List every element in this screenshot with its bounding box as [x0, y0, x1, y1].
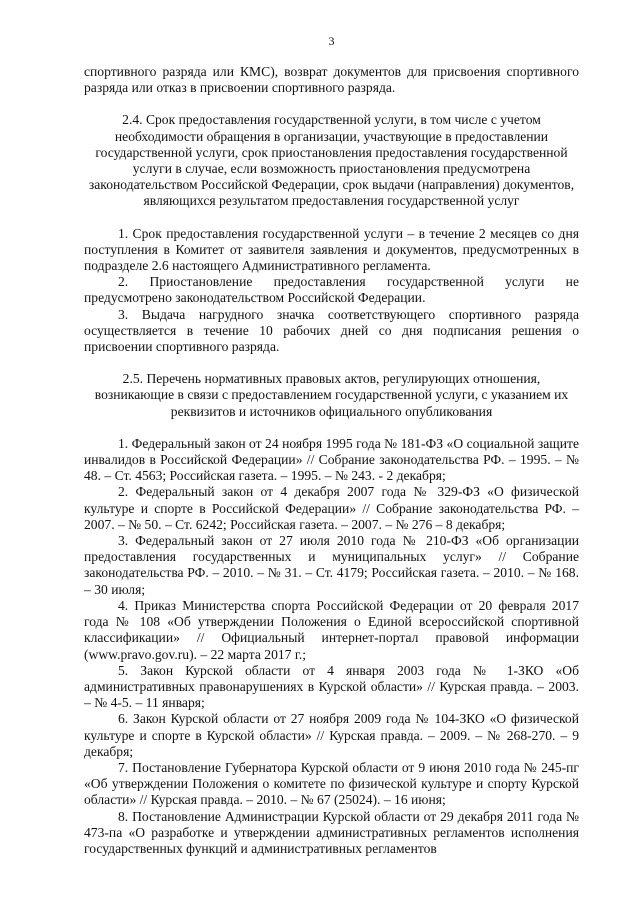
legal-act-item: 4. Приказ Министерства спорта Российской Федерации от 20 февраля 2017 года № 108 «Об утверждении Положения о Единой всероссийской спортивной классификации» // Официальный интернет-портал правовой информации (www.pravo.gov.ru). – 22 марта 2017 г.; — [84, 597, 579, 662]
section-2-4-heading: 2.4. Срок предоставления государственной услуги, в том числе с учетом необходимости обращения в организации, участвующие в предоставлении государственной услуги, срок приостановления предоставления государственной услуги в случае, если возможность приостановления предусмотрена законодательством Российской Федерации, срок выдачи (направления) документов, являющихся результатом предоставления государственной услуг — [88, 112, 575, 209]
legal-act-item: 3. Федеральный закон от 27 июля 2010 года № 210-ФЗ «Об организации предоставления государственных и муниципальных услуг» // Собрание законодательства РФ. – 2010. – № 31. – Ст. 4179; Российская газета. – 2010. – № 168. – 30 июля; — [84, 533, 579, 597]
legal-act-item: 1. Федеральный закон от 24 ноября 1995 года № 181-ФЗ «О социальной защите инвалидов в Российской Федерации» // Собрание законодательства РФ. – 1995. – № 48. – Ст. 4563; Российская газета. – 1995. – № 243. - 2 декабря; — [84, 435, 579, 484]
legal-act-item: 7. Постановление Губернатора Курской области от 9 июня 2010 года № 245-пг «Об утверждении Положения о комитете по физической культуре и спорту Курской области» // Курская правда. – 2010. – № 67 (25024). – 16 июня; — [84, 759, 579, 808]
section-2-4-list — [84, 226, 579, 356]
intro-paragraph: спортивного разряда или КМС), возврат документов для присвоения спортивного разряда или отказ в присвоении спортивного разряда. — [84, 64, 579, 96]
legal-act-item: 5. Закон Курской области от 4 января 2003 года № 1-ЗКО «Об административных правонарушениях в Курской области» // Курская правда. – 2003. – № 4-5. – 11 января; — [84, 662, 579, 711]
section-2-4-item: 3. Выдача нагрудного значка соответствующего спортивного разряда осуществляется в течение 10 рабочих дней со дня подписания решения о присвоении спортивного разряда. — [84, 306, 579, 355]
section-2-5-heading: 2.5. Перечень нормативных правовых актов, регулирующих отношения, возникающие в связи с предоставлением государственной услуги, с указанием их реквизитов и источников официального опубликования — [94, 371, 569, 419]
legal-act-item: 8. Постановление Администрации Курской области от 29 декабря 2011 года № 473-па «О разработке и утверждении административных регламентов исполнения государственных функций и административных регламентов — [84, 808, 579, 856]
legal-act-item: 6. Закон Курской области от 27 ноября 2009 года № 104-ЗКО «О физической культуре и спорте в Курской области» // Курская правда. – 2009. – № 268-270. – 9 декабря; — [84, 711, 579, 759]
section-2-5-list — [84, 436, 579, 857]
legal-act-item: 2. Федеральный закон от 4 декабря 2007 года № 329-ФЗ «О физической культуре и спорте в Российской Федерации» // Собрание законодательства РФ. – 2007. – № 50. – Ст. 6242; Российская газета. – 2007. – № 276 – 8 декабря; — [84, 484, 579, 532]
section-2-4-item: 2. Приостановление предоставления государственной услуги не предусмотрено законодательством Российской Федерации. — [84, 274, 579, 306]
section-2-4-item: 1. Срок предоставления государственной услуги – в течение 2 месяцев со дня поступления в Комитет от заявителя заявления и документов, предусмотренных в подразделе 2.6 настоящего Административного регламента. — [84, 225, 579, 274]
page-number: 3 — [328, 34, 335, 48]
